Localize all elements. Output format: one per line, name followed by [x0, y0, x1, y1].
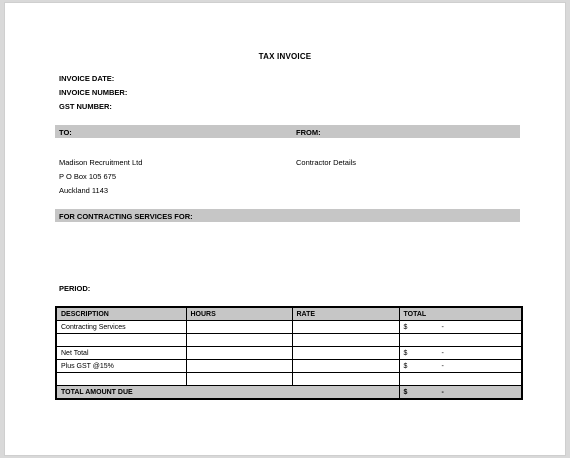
table-row — [56, 321, 522, 334]
row-amount: - — [441, 362, 444, 370]
row-rate — [292, 334, 399, 347]
row-hours — [186, 373, 292, 386]
row-description — [56, 373, 186, 386]
table-row — [56, 360, 522, 373]
to-address-line: P O Box 105 675 — [59, 172, 116, 181]
services-band — [55, 209, 520, 222]
row-rate — [292, 321, 399, 334]
to-from-band — [55, 125, 520, 138]
total-amount-label: TOTAL AMOUNT DUE — [56, 386, 399, 400]
total-amount-row — [56, 386, 522, 400]
table-row — [56, 334, 522, 347]
row-hours — [186, 360, 292, 373]
invoice-page — [5, 3, 565, 455]
row-rate — [292, 360, 399, 373]
currency-symbol: $ — [403, 362, 408, 370]
invoice-date-label: INVOICE DATE: — [59, 74, 115, 83]
row-description: Contracting Services — [56, 321, 186, 334]
currency-symbol: $ — [403, 323, 408, 331]
total-amount-cell — [399, 386, 522, 400]
total-amount-value: - — [441, 388, 444, 396]
row-hours — [186, 334, 292, 347]
row-description — [56, 334, 186, 347]
header-description: DESCRIPTION — [56, 307, 186, 321]
table-row — [56, 373, 522, 386]
contracting-services-label: FOR CONTRACTING SERVICES FOR: — [59, 212, 193, 221]
row-rate — [292, 373, 399, 386]
invoice-table — [55, 306, 523, 400]
row-total — [399, 373, 522, 386]
row-total — [399, 360, 522, 373]
from-label: FROM: — [296, 128, 321, 137]
row-description: Plus GST @15% — [56, 360, 186, 373]
invoice-number-label: INVOICE NUMBER: — [59, 88, 128, 97]
currency-symbol: $ — [403, 349, 408, 357]
currency-symbol: $ — [403, 388, 408, 396]
header-total: TOTAL — [399, 307, 522, 321]
period-label: PERIOD: — [59, 284, 91, 293]
row-total — [399, 321, 522, 334]
row-amount: - — [441, 349, 444, 357]
gst-number-label: GST NUMBER: — [59, 102, 112, 111]
to-label: TO: — [59, 128, 72, 137]
invoice-title: TAX INVOICE — [258, 52, 312, 61]
contractor-details: Contractor Details — [296, 158, 357, 167]
row-rate — [292, 347, 399, 360]
to-address-line: Auckland 1143 — [59, 186, 109, 195]
header-hours: HOURS — [186, 307, 292, 321]
header-rate: RATE — [292, 307, 399, 321]
table-row — [56, 347, 522, 360]
row-hours — [186, 321, 292, 334]
row-total — [399, 334, 522, 347]
row-hours — [186, 347, 292, 360]
row-amount: - — [441, 323, 444, 331]
row-description: Net Total — [56, 347, 186, 360]
row-total — [399, 347, 522, 360]
table-header-row — [56, 307, 522, 321]
to-address-line: Madison Recruitment Ltd — [59, 158, 143, 167]
